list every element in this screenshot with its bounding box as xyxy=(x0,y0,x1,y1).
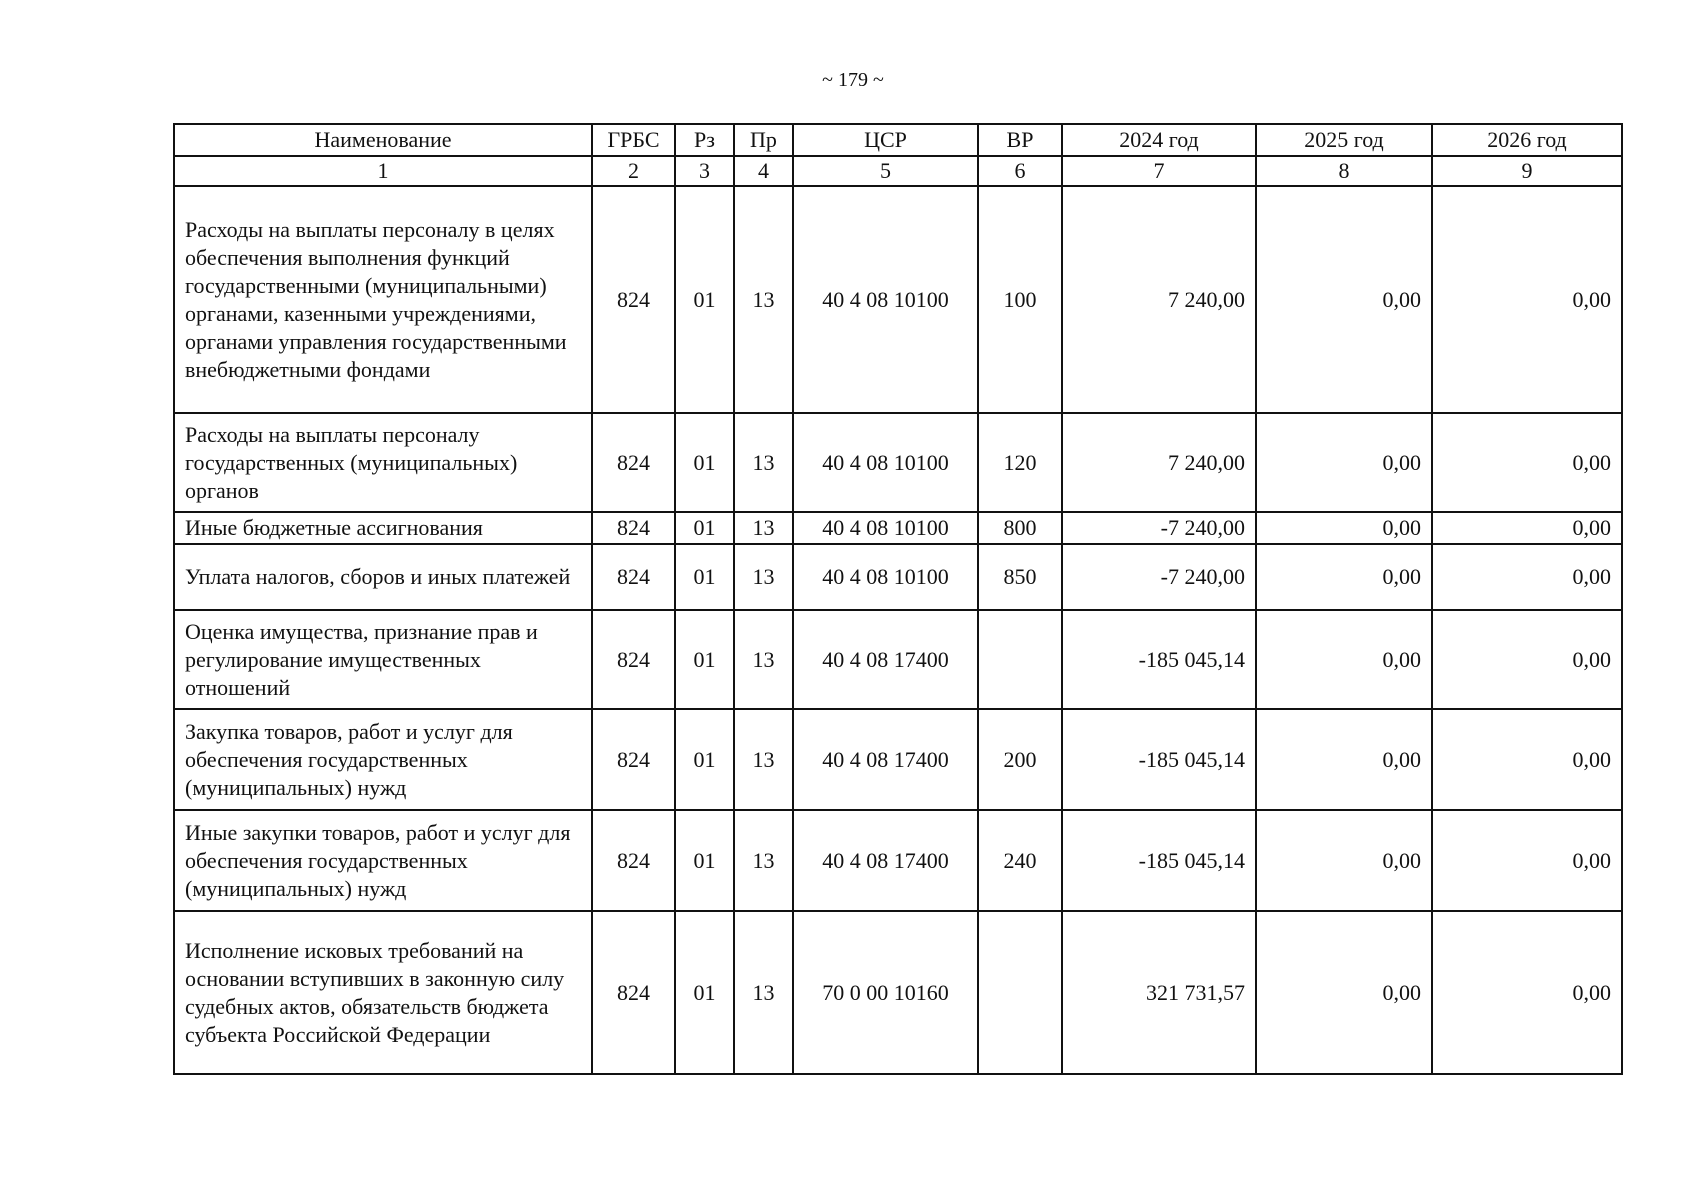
column-number: 3 xyxy=(675,156,734,186)
cell-grbs: 824 xyxy=(592,544,675,610)
cell-grbs: 824 xyxy=(592,186,675,413)
cell-2026: 0,00 xyxy=(1432,186,1622,413)
table-row xyxy=(174,610,1622,709)
table-row xyxy=(174,709,1622,810)
column-number: 5 xyxy=(793,156,978,186)
cell-2025: 0,00 xyxy=(1256,544,1432,610)
cell-pr: 13 xyxy=(734,810,793,911)
cell-2026: 0,00 xyxy=(1432,810,1622,911)
cell-csr: 40 4 08 17400 xyxy=(793,810,978,911)
header-cell-2025: 2025 год xyxy=(1256,124,1432,156)
cell-name: Расходы на выплаты персоналу государственных (муниципальных) органов xyxy=(174,413,592,512)
cell-rz: 01 xyxy=(675,709,734,810)
cell-2026: 0,00 xyxy=(1432,413,1622,512)
cell-grbs: 824 xyxy=(592,810,675,911)
cell-vr: 800 xyxy=(978,512,1062,544)
cell-rz: 01 xyxy=(675,610,734,709)
cell-2025: 0,00 xyxy=(1256,810,1432,911)
cell-name: Иные закупки товаров, работ и услуг для обеспечения государственных (муниципальных) нужд xyxy=(174,810,592,911)
cell-2024: -185 045,14 xyxy=(1062,709,1256,810)
budget-table xyxy=(173,123,1623,1075)
cell-rz: 01 xyxy=(675,413,734,512)
cell-2025: 0,00 xyxy=(1256,186,1432,413)
cell-pr: 13 xyxy=(734,911,793,1074)
table-row xyxy=(174,911,1622,1074)
cell-name: Расходы на выплаты персоналу в целях обеспечения выполнения функций государственными (муниципальными) органами, казенными учреждениями, органами управления государственными внебюджетными фондами xyxy=(174,186,592,413)
cell-2025: 0,00 xyxy=(1256,911,1432,1074)
cell-name: Закупка товаров, работ и услуг для обеспечения государственных (муниципальных) нужд xyxy=(174,709,592,810)
header-cell-2026: 2026 год xyxy=(1432,124,1622,156)
table-body xyxy=(174,186,1622,1074)
cell-2024: -185 045,14 xyxy=(1062,610,1256,709)
column-number: 6 xyxy=(978,156,1062,186)
cell-name: Иные бюджетные ассигнования xyxy=(174,512,592,544)
cell-2024: -185 045,14 xyxy=(1062,810,1256,911)
table-row xyxy=(174,512,1622,544)
cell-pr: 13 xyxy=(734,544,793,610)
cell-rz: 01 xyxy=(675,810,734,911)
column-number: 9 xyxy=(1432,156,1622,186)
cell-2026: 0,00 xyxy=(1432,911,1622,1074)
cell-2025: 0,00 xyxy=(1256,512,1432,544)
cell-vr xyxy=(978,610,1062,709)
cell-grbs: 824 xyxy=(592,512,675,544)
header-row xyxy=(174,124,1622,156)
cell-2025: 0,00 xyxy=(1256,610,1432,709)
cell-rz: 01 xyxy=(675,186,734,413)
table-header xyxy=(174,124,1622,186)
cell-2024: 7 240,00 xyxy=(1062,413,1256,512)
column-number: 2 xyxy=(592,156,675,186)
table-row xyxy=(174,413,1622,512)
cell-rz: 01 xyxy=(675,512,734,544)
cell-2025: 0,00 xyxy=(1256,709,1432,810)
header-cell-name: Наименование xyxy=(174,124,592,156)
cell-name: Оценка имущества, признание прав и регулирование имущественных отношений xyxy=(174,610,592,709)
column-number: 7 xyxy=(1062,156,1256,186)
table-row xyxy=(174,186,1622,413)
cell-vr: 120 xyxy=(978,413,1062,512)
header-cell-2024: 2024 год xyxy=(1062,124,1256,156)
cell-2026: 0,00 xyxy=(1432,709,1622,810)
cell-grbs: 824 xyxy=(592,709,675,810)
cell-csr: 40 4 08 10100 xyxy=(793,512,978,544)
cell-2024: -7 240,00 xyxy=(1062,544,1256,610)
cell-2024: 7 240,00 xyxy=(1062,186,1256,413)
cell-2026: 0,00 xyxy=(1432,544,1622,610)
page-number: ~ 179 ~ xyxy=(822,69,884,91)
header-cell-pr: Пр xyxy=(734,124,793,156)
cell-rz: 01 xyxy=(675,544,734,610)
cell-csr: 70 0 00 10160 xyxy=(793,911,978,1074)
column-number-row xyxy=(174,156,1622,186)
cell-csr: 40 4 08 10100 xyxy=(793,544,978,610)
header-cell-grbs: ГРБС xyxy=(592,124,675,156)
cell-2024: -7 240,00 xyxy=(1062,512,1256,544)
cell-pr: 13 xyxy=(734,512,793,544)
header-cell-vr: ВР xyxy=(978,124,1062,156)
cell-csr: 40 4 08 10100 xyxy=(793,413,978,512)
cell-2025: 0,00 xyxy=(1256,413,1432,512)
cell-vr: 240 xyxy=(978,810,1062,911)
column-number: 4 xyxy=(734,156,793,186)
cell-csr: 40 4 08 17400 xyxy=(793,709,978,810)
column-number: 8 xyxy=(1256,156,1432,186)
cell-rz: 01 xyxy=(675,911,734,1074)
header-cell-csr: ЦСР xyxy=(793,124,978,156)
cell-csr: 40 4 08 10100 xyxy=(793,186,978,413)
column-number: 1 xyxy=(174,156,592,186)
cell-vr: 200 xyxy=(978,709,1062,810)
cell-2024: 321 731,57 xyxy=(1062,911,1256,1074)
cell-vr xyxy=(978,911,1062,1074)
cell-grbs: 824 xyxy=(592,610,675,709)
table-row xyxy=(174,544,1622,610)
cell-name: Уплата налогов, сборов и иных платежей xyxy=(174,544,592,610)
cell-csr: 40 4 08 17400 xyxy=(793,610,978,709)
cell-vr: 100 xyxy=(978,186,1062,413)
cell-2026: 0,00 xyxy=(1432,610,1622,709)
cell-grbs: 824 xyxy=(592,911,675,1074)
cell-grbs: 824 xyxy=(592,413,675,512)
cell-pr: 13 xyxy=(734,186,793,413)
table-row xyxy=(174,810,1622,911)
cell-pr: 13 xyxy=(734,709,793,810)
cell-pr: 13 xyxy=(734,610,793,709)
header-cell-rz: Рз xyxy=(675,124,734,156)
cell-vr: 850 xyxy=(978,544,1062,610)
cell-name: Исполнение исковых требований на основании вступивших в законную силу судебных актов, обязательств бюджета субъекта Российской Федерации xyxy=(174,911,592,1074)
cell-pr: 13 xyxy=(734,413,793,512)
cell-2026: 0,00 xyxy=(1432,512,1622,544)
